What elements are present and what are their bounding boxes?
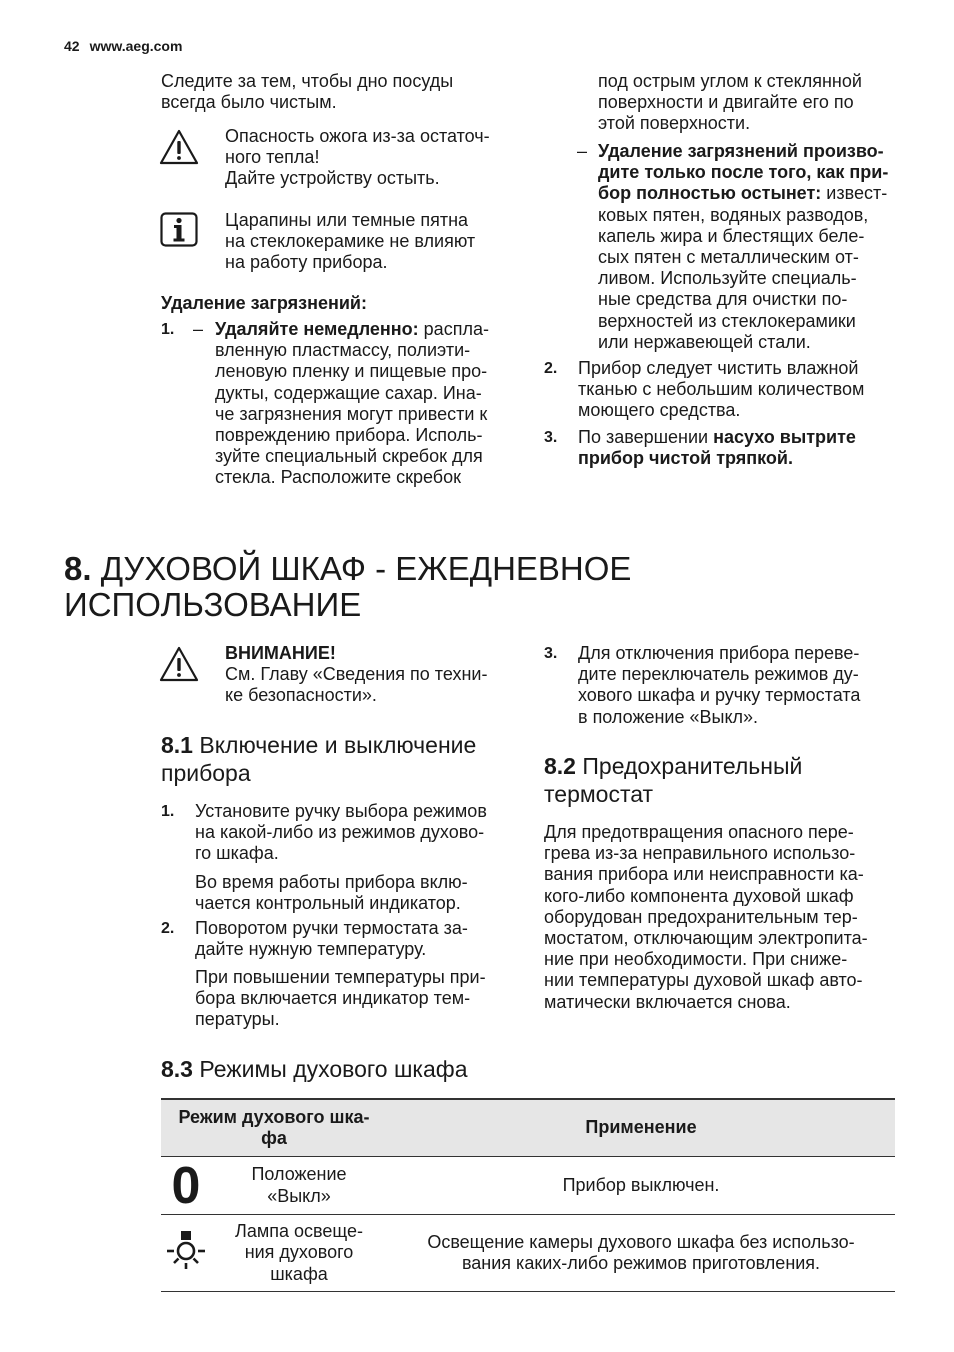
step-3	[578, 643, 860, 728]
step-1-note	[195, 872, 468, 914]
item-line: Установите ручку выбора режимов	[195, 801, 487, 821]
item-line: повреждению прибора. Исполь-	[215, 425, 483, 446]
section-number: 8.3	[161, 1056, 193, 1082]
item-line: грева из-за неправильного использо-	[544, 843, 856, 864]
name-line: шкафа	[270, 1263, 328, 1284]
text-fragment: распла-	[418, 319, 489, 339]
item-line: бора включается индикатор тем-	[195, 988, 471, 1009]
section-number: 8.2	[544, 753, 576, 779]
item-line: моющего средства.	[578, 400, 741, 421]
burn-warning-text	[225, 126, 490, 190]
column-header-mode	[161, 1099, 387, 1157]
chapter-number: 8.	[64, 550, 92, 587]
step-2	[195, 918, 468, 960]
item-line: дайте нужную температуру.	[195, 939, 427, 960]
item-line: кого-либо компонента духовой шкаф	[544, 885, 854, 906]
section-title: прибора	[161, 759, 251, 786]
warning-line: Опасность ожога из-за остаточ-	[225, 126, 490, 146]
use-line: Освещение камеры духового шкафа без использо-	[427, 1231, 855, 1252]
page-header	[64, 38, 182, 54]
item-line: Поворотом ручки термостата за-	[195, 918, 468, 938]
section-title: термостат	[544, 780, 654, 807]
chapter-title: ИСПОЛЬЗОВАНИЕ	[64, 586, 362, 623]
item-line: вленную пластмассу, полиэти-	[215, 340, 471, 361]
table-row	[161, 1157, 895, 1215]
item-line: леновую пленку и пищевые про-	[215, 361, 488, 382]
item-line: матически включается снова.	[544, 991, 791, 1012]
item-line: Для предотвращения опасного пере-	[544, 822, 854, 842]
item-line: ные средства для очистки по-	[598, 289, 848, 310]
oven-modes-table	[161, 1098, 895, 1292]
bold-line: дите только после того, как при-	[598, 162, 889, 183]
header-line: Режим духового шка-	[178, 1106, 370, 1127]
info-icon	[160, 212, 198, 247]
section-title: Предохранительный	[575, 753, 803, 779]
bold-line: насухо вытрите	[713, 427, 856, 447]
attention-line: ке безопасности».	[225, 685, 377, 706]
item-line: пературы.	[195, 1009, 280, 1030]
item-line: верхностей из стеклокерамики	[598, 310, 856, 331]
lamp-cell	[161, 1215, 211, 1292]
table-header-row	[161, 1099, 895, 1157]
name-line: Лампа освеще-	[235, 1220, 363, 1241]
section-heading-8-3	[161, 1056, 468, 1084]
cleaning-item-3	[578, 427, 856, 469]
item-line: го шкафа.	[195, 843, 279, 864]
mode-use	[387, 1215, 895, 1292]
item-line: поверхности и двигайте его по	[598, 92, 854, 113]
list-number: 3.	[544, 429, 558, 446]
list-number: 2.	[544, 360, 558, 377]
cleaning-item-2	[578, 358, 864, 422]
list-number: 1.	[161, 321, 175, 338]
cleaning-item-1	[215, 319, 489, 489]
scraper-continuation	[598, 71, 862, 135]
lamp-icon	[163, 1227, 209, 1273]
column-header-use: Применение	[387, 1099, 895, 1157]
item-line: под острым углом к стеклянной	[598, 71, 862, 91]
warning-line: Дайте устройству остыть.	[225, 168, 440, 189]
warning-icon	[158, 645, 200, 683]
list-number: 1.	[161, 803, 175, 820]
step-1	[195, 801, 487, 865]
item-line: ковых пятен, водяных разводов,	[598, 204, 869, 225]
item-line: Во время работы прибора вклю-	[195, 872, 468, 892]
section-number: 8.1	[161, 732, 193, 758]
item-line: этой поверхности.	[598, 113, 751, 134]
name-line: «Выкл»	[267, 1185, 331, 1206]
attention-block	[225, 643, 487, 707]
step-2-note	[195, 967, 486, 1031]
mode-use	[387, 1157, 895, 1215]
item-line: тканью с небольшим количеством	[578, 379, 865, 400]
section-title: Включение и выключение	[192, 732, 477, 758]
immediate-removal-bold: Удаляйте немедленно:	[215, 319, 419, 339]
intro-text	[161, 71, 453, 113]
chapter-title: ДУХОВОЙ ШКАФ - ЕЖЕДНЕВНОЕ	[91, 550, 632, 587]
item-line: ливом. Используйте специаль-	[598, 268, 857, 289]
item-line: нии температуры духовой шкаф авто-	[544, 970, 863, 991]
section-title: Режимы духового шкафа	[192, 1056, 468, 1082]
intro-line: Следите за тем, чтобы дно посуды	[161, 71, 454, 91]
text-fragment: По завершении	[578, 427, 714, 447]
attention-line: См. Главу «Сведения по техни-	[225, 664, 488, 685]
item-line: мостатом, отключающим электропита-	[544, 928, 868, 949]
scratch-info-text	[225, 210, 475, 274]
item-line: Для отключения прибора переве-	[578, 643, 860, 663]
item-line: капель жира и блестящих беле-	[598, 225, 865, 246]
intro-line: всегда было чистым.	[161, 92, 337, 113]
list-dash: –	[577, 141, 588, 161]
info-line: на стеклокерамике не влияют	[225, 231, 476, 252]
header-line: фа	[261, 1128, 287, 1148]
item-line: стекла. Расположите скребок	[215, 467, 461, 488]
bold-line: Удаление загрязнений произво-	[598, 141, 884, 161]
table-row	[161, 1215, 895, 1292]
warning-icon	[158, 128, 200, 166]
mode-name	[211, 1215, 387, 1292]
list-number: 2.	[161, 920, 175, 937]
cleaning-title: Удаление загрязнений:	[161, 293, 367, 313]
section-heading-8-2	[544, 753, 802, 808]
off-symbol	[161, 1157, 211, 1215]
bold-line: прибор чистой тряпкой.	[578, 448, 793, 469]
name-line: Положение	[251, 1164, 347, 1184]
use-line: вания каких-либо режимов приготовления.	[461, 1253, 821, 1273]
chapter-heading	[64, 551, 631, 623]
item-line: в положение «Выкл».	[578, 706, 759, 727]
list-dash: –	[193, 319, 204, 339]
item-line: дите переключатель режимов ду-	[578, 664, 859, 685]
item-line: хового шкафа и ручку термостата	[578, 685, 861, 706]
info-line: Царапины или темные пятна	[225, 210, 469, 230]
page-number: 42	[64, 38, 80, 54]
item-line: че загрязнения могут привести к	[215, 403, 488, 424]
item-line: на какой-либо из режимов духово-	[195, 822, 485, 843]
item-line: чается контрольный индикатор.	[195, 893, 461, 914]
bold-line: бор полностью остынет:	[598, 183, 822, 204]
mode-name	[211, 1157, 387, 1215]
item-line: дукты, содержащие сахар. Ина-	[215, 382, 482, 403]
site-url: www.aeg.com	[89, 38, 183, 54]
item-line: зуйте специальный скребок для	[215, 446, 483, 467]
item-line: При повышении температуры при-	[195, 967, 486, 987]
item-line: или нержавеющей стали.	[598, 331, 811, 352]
safety-thermostat-text	[544, 822, 868, 1013]
item-line: сых пятен с металлическим от-	[598, 247, 859, 268]
item-line: Прибор следует чистить влажной	[578, 358, 859, 378]
info-line: на работу прибора.	[225, 252, 388, 273]
attention-title: ВНИМАНИЕ!	[225, 643, 336, 663]
item-line: оборудован предохранительным тер-	[544, 906, 858, 927]
name-line: ния духового	[244, 1242, 354, 1263]
warning-line: ного тепла!	[225, 147, 320, 168]
text-fragment: извест-	[821, 183, 888, 204]
section-heading-8-1	[161, 732, 476, 787]
use-line: Прибор выключен.	[562, 1174, 720, 1195]
list-number: 3.	[544, 645, 558, 662]
item-line: вания прибора или неисправности ка-	[544, 864, 864, 885]
cleaning-item-cooled	[598, 141, 888, 353]
item-line: ние при необходимости. При сниже-	[544, 949, 848, 970]
zero-glyph: 0	[171, 1156, 201, 1215]
